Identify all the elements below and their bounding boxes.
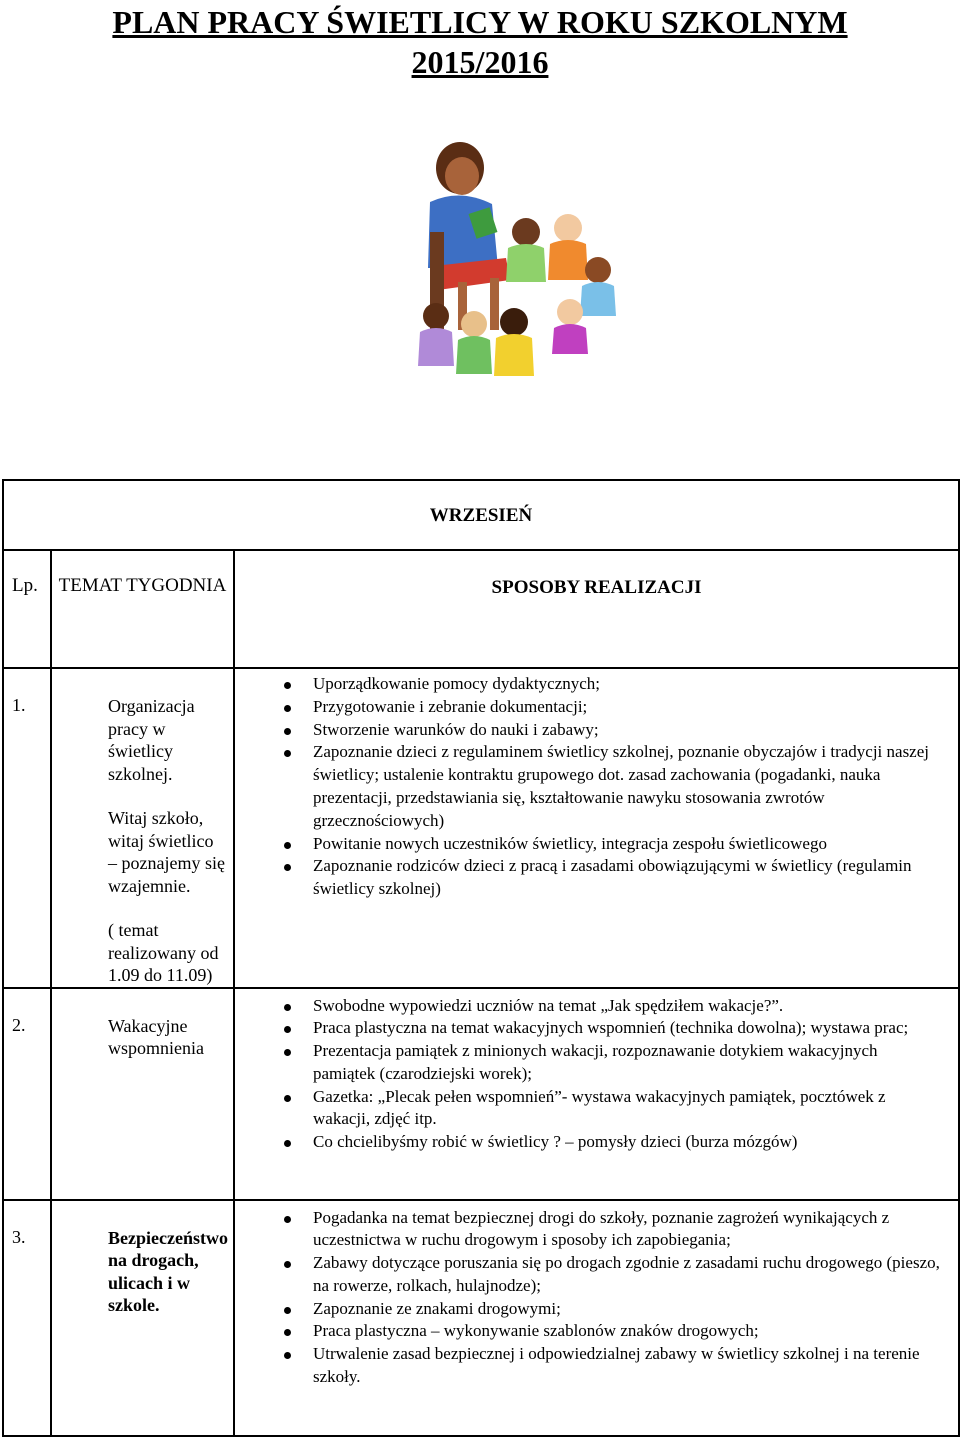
realization-ways <box>234 988 959 1200</box>
topic-line: ( temat realizowany od 1.09 do 11.09) <box>108 920 219 985</box>
page-title <box>0 2 960 82</box>
list-item: Zapoznanie ze znakami drogowymi; <box>235 1298 958 1321</box>
topic-line: Witaj szkoło, witaj świetlico – poznajemy się wzajemnie. <box>108 808 225 896</box>
list-item: Utrwalenie zasad bezpiecznej i odpowiedzialnej zabawy w świetlicy szkolnej i na terenie szkoły. <box>235 1343 958 1389</box>
list-item: Praca plastyczna na temat wakacyjnych wspomnień (technika dowolna); wystawa prac; <box>235 1017 958 1040</box>
week-topic: Bezpieczeństwo na drogach, ulicach i w szkole. <box>51 1200 234 1436</box>
row-number: 1. <box>3 668 51 988</box>
list-item: Zapoznanie rodziców dzieci z pracą i zasadami obowiązującymi w świetlicy (regulamin świetlicy szkolnej) <box>235 855 958 901</box>
title-line-1: PLAN PRACY ŚWIETLICY W ROKU SZKOLNYM <box>112 4 848 40</box>
list-item: Zabawy dotyczące poruszania się po drogach zgodnie z zasadami ruchu drogowego (pieszo, na rowerze, rolkach, hulajnodze); <box>235 1252 958 1298</box>
header-lp: Lp. <box>3 550 51 668</box>
list-item: Przygotowanie i zebranie dokumentacji; <box>235 696 958 719</box>
header-ways: SPOSOBY REALIZACJI <box>234 550 959 668</box>
list-item: Praca plastyczna – wykonywanie szablonów znaków drogowych; <box>235 1320 958 1343</box>
list-item: Co chcielibyśmy robić w świetlicy ? – pomysły dzieci (burza mózgów) <box>235 1131 958 1154</box>
topic-line: Organizacja pracy w świetlicy szkolnej. <box>108 696 195 784</box>
plan-table <box>2 479 960 1437</box>
list-item: Gazetka: „Plecak pełen wspomnień”- wystawa wakacyjnych pamiątek, pocztówek z wakacji, zdjęć itp. <box>235 1086 958 1132</box>
list-item: Zapoznanie dzieci z regulaminem świetlicy szkolnej, poznanie obyczajów i tradycji naszej świetlicy; ustalenie kontraktu grupowego dot. zasad zachowania (pogadanki, nauka prezentacji, przedstawiania się, kształtowanie nawyku stosowania zwrotów grzecznościowych) <box>235 741 958 832</box>
list-item: Swobodne wypowiedzi uczniów na temat „Jak spędziłem wakacje?”. <box>235 995 958 1018</box>
list-item: Prezentacja pamiątek z minionych wakacji, rozpoznawanie dotykiem wakacyjnych pamiątek (czarodziejski worek); <box>235 1040 958 1086</box>
month-label: WRZESIEŃ <box>429 505 533 526</box>
week-topic: Wakacyjne wspomnienia <box>51 988 234 1200</box>
teacher-reading-to-children-illustration <box>408 140 628 380</box>
list-item: Stworzenie warunków do nauki i zabawy; <box>235 719 958 742</box>
row-number: 3. <box>3 1200 51 1436</box>
title-line-2: 2015/2016 <box>411 44 549 80</box>
list-item: Uporządkowanie pomocy dydaktycznych; <box>235 673 958 696</box>
realization-ways <box>234 668 959 988</box>
week-topic <box>51 668 234 988</box>
realization-ways <box>234 1200 959 1436</box>
header-topic: TEMAT TYGODNIA <box>51 550 234 668</box>
month-header <box>3 480 959 550</box>
list-item: Powitanie nowych uczestników świetlicy, integracja zespołu świetlicowego <box>235 833 958 856</box>
row-number: 2. <box>3 988 51 1200</box>
list-item: Pogadanka na temat bezpiecznej drogi do szkoły, poznanie zagrożeń wynikających z uczestnictwa w ruchu drogowym i sposoby ich zapobiegania; <box>235 1207 958 1253</box>
